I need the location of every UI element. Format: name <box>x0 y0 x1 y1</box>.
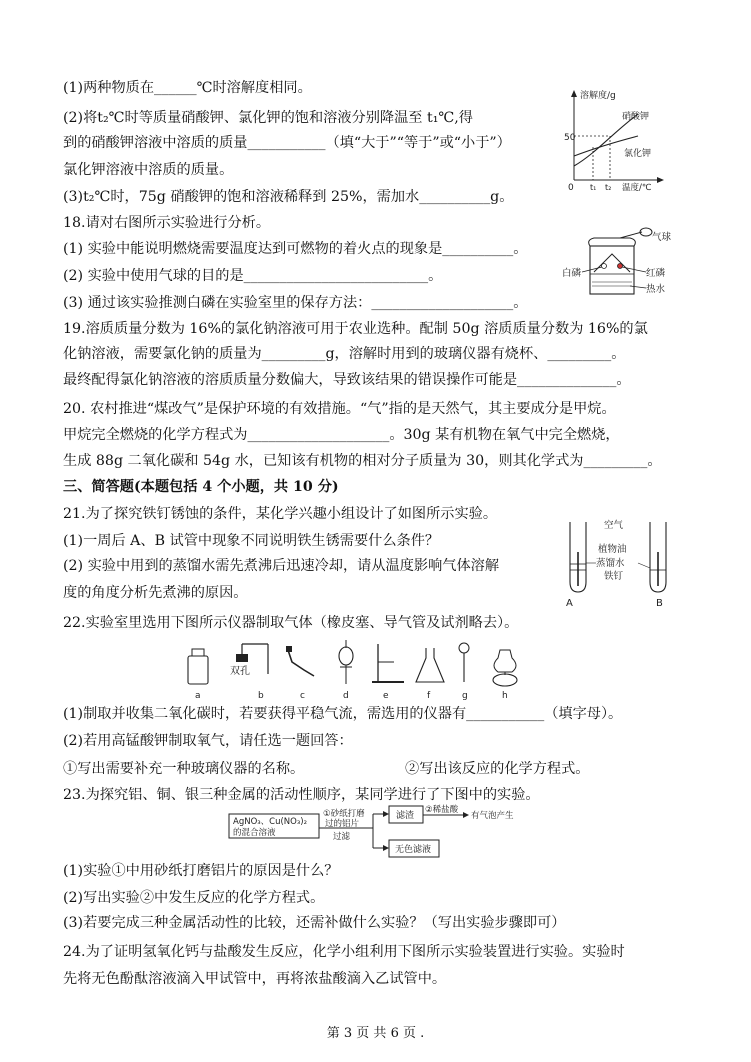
apparatus-a <box>188 656 208 684</box>
tube-a-label: A <box>566 598 573 609</box>
text-line: (1)实验①中用砂纸打磨铝片的原因是什么？ <box>63 863 339 879</box>
water-label: 蒸馏水 <box>596 558 625 569</box>
x-axis-label: 温度/℃ <box>622 183 652 193</box>
filter-label: 过滤 <box>333 832 351 842</box>
text-line: 甲烷完全燃烧的化学方程式为____________________。30g 某有机物在氧气中完全燃烧， <box>63 427 620 443</box>
step2-label: ②稀盐酸 <box>425 805 459 815</box>
oil-label: 植物油 <box>598 544 627 555</box>
label-e: e <box>383 691 389 700</box>
y-tick-50: 50 <box>564 133 576 143</box>
text-line: (3)若要完成三种金属活动性的比较，还需补做什么实验？（写出实验步骤即可） <box>63 915 566 931</box>
text-line: 化钠溶液，需要氯化钠的质量为_________g，溶解时用到的玻璃仪器有烧杯、_________。 <box>63 346 626 362</box>
question-21: 21.为了探究铁钉锈蚀的条件，某化学兴趣小组设计了如图所示实验。 <box>63 506 498 522</box>
text-line: (2) 实验中用到的蒸馏水需先煮沸后迅速冷却，请从温度影响气体溶解 <box>63 558 500 574</box>
label-c: c <box>300 691 305 700</box>
air-label: 空气 <box>604 520 624 531</box>
text-line: (2)写出实验②中发生反应的化学方程式。 <box>63 890 325 906</box>
label-b: b <box>258 691 264 700</box>
text-line: 氯化钾溶液中溶质的质量。 <box>63 162 234 178</box>
text-line: 最终配得氯化钠溶液的溶质质量分数偏大，导致该结果的错误操作可能是______________。 <box>63 372 631 388</box>
question-23: 23.为探究铝、铜、银三种金属的活动性顺序，某同学进行了下图中的实验。 <box>63 787 540 803</box>
residue-label: 滤渣 <box>396 811 415 821</box>
question-20: 20. 农村推进“煤改气”是保护环境的有效措施。“气”指的是天然气，其主要成分是甲烷。 <box>63 401 616 417</box>
filtrate-label: 无色滤液 <box>395 845 432 855</box>
question-19: 19.溶质质量分数为 16%的氯化钠溶液可用于农业选种。配制 50g 溶质质量分数为 16%的氯 <box>63 321 648 337</box>
hot-water-label: 热水 <box>646 284 666 295</box>
text-line: (1)一周后 A、B 试管中现象不同说明铁生锈需要什么条件？ <box>63 533 440 549</box>
t1-label: t₁ <box>590 183 597 192</box>
apparatus-e <box>372 644 404 682</box>
white-phosphorus-label: 白磷 <box>562 268 582 279</box>
kno3-label: 硝酸钾 <box>622 112 650 122</box>
option-2: ②写出该反应的化学方程式。 <box>405 761 590 777</box>
bubbles-label: 有气泡产生 <box>471 811 514 821</box>
apparatus-g <box>459 643 469 682</box>
step1-top: ①砂纸打磨 <box>323 809 365 819</box>
question-22: 22.实验室里选用下图所示仪器制取气体（橡皮塞、导气管及试剂略去）。 <box>63 615 519 631</box>
text-line: (3) 通过该实验推测白磷在实验室里的保存方法：____________________。 <box>63 295 528 311</box>
apparatus-row <box>180 640 540 700</box>
text-line: 度的角度分析先煮沸的原因。 <box>63 585 248 601</box>
y-axis-label: 溶解度/g <box>580 91 616 101</box>
page-footer: 第 3 页 共 6 页 . <box>326 1026 425 1041</box>
section-heading: 三、简答题(本题包括 4 个小题，共 10 分) <box>63 479 339 495</box>
apparatus-h <box>493 650 517 686</box>
reagent-top: AgNO₃、Cu(NO₃)₂ <box>233 817 307 827</box>
label-a: a <box>195 691 201 700</box>
t2-label: t₂ <box>605 183 612 192</box>
text-line: (2) 实验中使用气球的目的是__________________________。 <box>63 268 443 284</box>
question-18: 18.请对右图所示实验进行分析。 <box>63 215 271 231</box>
label-f: f <box>427 691 431 700</box>
red-phosphorus-label: 红磷 <box>646 268 666 279</box>
two-hole-label: 双孔 <box>230 666 250 677</box>
text-line: (1) 实验中能说明燃烧需要温度达到可燃物的着火点的现象是__________。 <box>63 241 528 257</box>
apparatus-c <box>288 650 314 676</box>
text-line: (3)t₂℃时，75g 硝酸钾的饱和溶液稀释到 25%，需加水__________g。 <box>63 189 514 205</box>
option-1: ①写出需要补充一种玻璃仪器的名称。 <box>63 761 305 777</box>
text-line: 到的硝酸钾溶液中溶质的质量___________（填“大于”“等于”或“小于”） <box>63 135 511 151</box>
origin-label: 0 <box>568 183 574 193</box>
label-g: g <box>462 691 468 700</box>
balloon-label: 气球 <box>652 232 672 243</box>
question-24: 24.为了证明氢氧化钙与盐酸发生反应，化学小组利用下图所示实验装置进行实验。实验时 <box>63 944 625 960</box>
label-d: d <box>343 691 349 700</box>
nail-label: 铁钉 <box>604 571 624 582</box>
text-line: (2)若用高锰酸钾制取氧气，请任选一题回答： <box>63 733 353 749</box>
label-h: h <box>502 691 508 700</box>
apparatus-f <box>416 648 444 682</box>
step1-bottom: 过的铝片 <box>325 819 360 829</box>
rust-experiment <box>558 516 683 611</box>
kcl-label: 氯化钾 <box>624 149 652 159</box>
text-line: (1)制取并收集二氧化碳时，若要获得平稳气流，需选用的仪器有___________（填字母）。 <box>63 706 623 722</box>
text-line: (1)两种物质在______℃时溶解度相同。 <box>63 80 312 96</box>
reagent-bottom: 的混合溶液 <box>233 828 276 838</box>
combustion-apparatus <box>560 226 680 306</box>
text-line: 生成 88g 二氧化碳和 54g 水，已知该有机物的相对分子质量为 30，则其化学式为_________。 <box>63 453 662 469</box>
metal-activity-flow <box>225 804 555 860</box>
apparatus-b <box>230 644 268 677</box>
text-line: 先将无色酚酞溶液滴入甲试管中，再将浓盐酸滴入乙试管中。 <box>63 971 447 987</box>
tube-b-label: B <box>656 598 663 609</box>
apparatus-d <box>339 640 353 684</box>
solubility-graph <box>560 86 670 196</box>
text-line: (2)将t₂℃时等质量硝酸钾、氯化钾的饱和溶液分别降温至 t₁℃,得 <box>63 110 473 126</box>
